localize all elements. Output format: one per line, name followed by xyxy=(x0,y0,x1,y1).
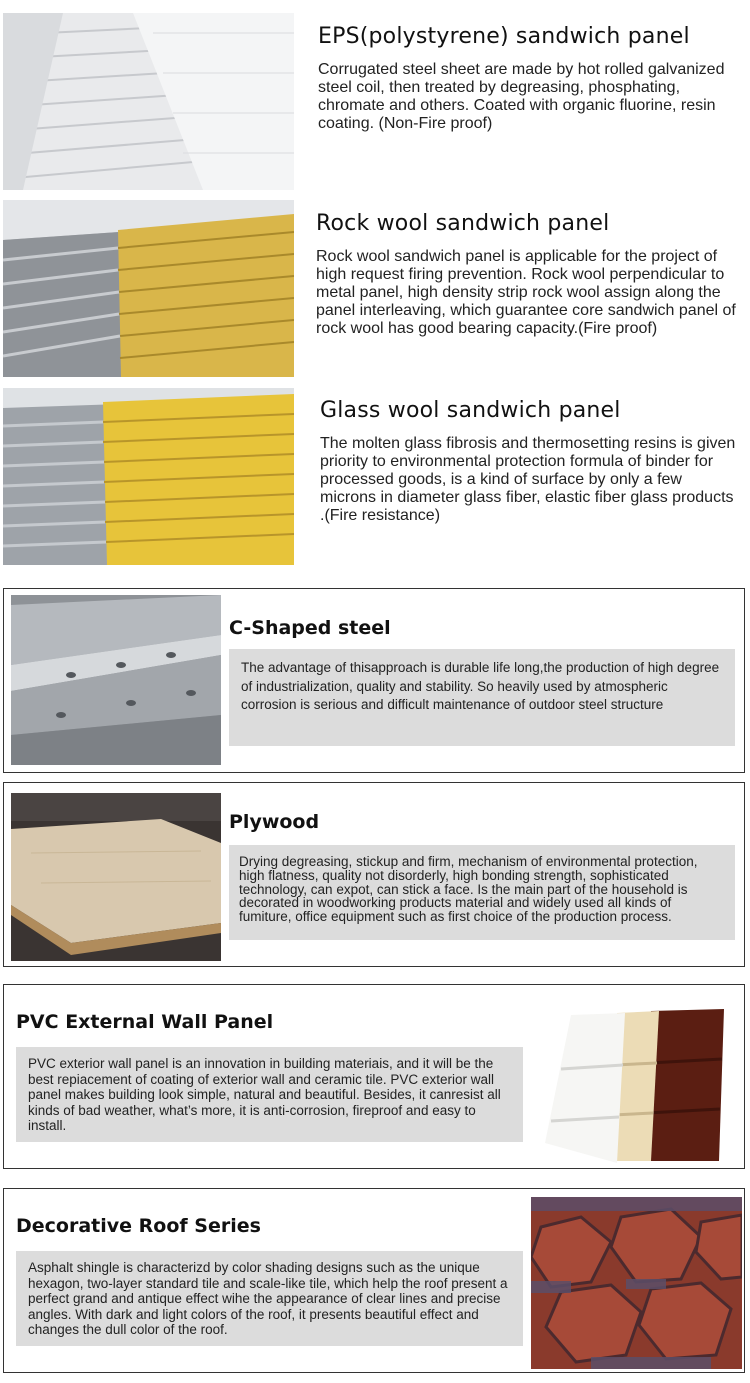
plywood-image xyxy=(11,793,221,961)
product-box-plywood xyxy=(3,782,745,967)
product-title: PVC External Wall Panel xyxy=(16,1011,274,1033)
product-description: Asphalt shingle is characterizd by color shading designs such as the unique hexagon, two-layer standard tile and scale-like tile, which help the roof present a perfect grand and antique effect wihe the appearance of clear lines and precise angles. With dark and light colors of the roof, it presents beautiful effect and changes the dull color of the roof. xyxy=(16,1251,523,1346)
section-title: EPS(polystyrene) sandwich panel xyxy=(318,24,690,49)
section-description: Rock wool sandwich panel is applicable for the project of high request firing prevention. Rock wool perpendicular to metal panel, high density strip rock wool assign along the panel interleaving, which guarantee core sandwich panel of rock wool has good bearing capacity.(Fire proof) xyxy=(316,248,736,337)
section-title: Rock wool sandwich panel xyxy=(316,211,610,236)
section-title: Glass wool sandwich panel xyxy=(320,398,621,423)
product-description: The advantage of thisapproach is durable life long,the production of high degree of industrialization, quality and stability. So heavily used by atmospheric corrosion is serious and difficult maintenance of outdoor steel structure xyxy=(229,649,735,746)
product-description: Drying degreasing, stickup and firm, mechanism of environmental protection, high flatness, quality not disorderly, high bonding strength, sophisticated technology, can expot, can stick a face. Is the main part of the household is decorated in woodworking products material and widely used all kinds of fumiture, office equipment such as first choice of the production process. xyxy=(229,845,735,940)
product-box-pvc-wall-panel xyxy=(3,984,745,1169)
eps-panel-image xyxy=(3,13,294,190)
product-description: PVC exterior wall panel is an innovation in building materiais, and it will be the best repiacement of coating of exterior wall and ceramic tile. PVC exterior wall panel makes building look simple, natural and beautiful. Besides, it canresist all kinds of bad weather, what’s more, it is anti-corrosion, fireproof and easy to install. xyxy=(16,1047,523,1142)
section-description: The molten glass fibrosis and thermosetting resins is given priority to environmental protection formula of binder for processed goods, is a kind of surface by only a few microns in diameter glass fiber, elastic fiber glass products .(Fire resistance) xyxy=(320,435,736,524)
section-description: Corrugated steel sheet are made by hot rolled galvanized steel coil, then treated by degreasing, phosphating, chromate and others. Coated with organic fluorine, resin coating. (Non-Fire proof) xyxy=(318,61,725,132)
glass-wool-panel-image xyxy=(3,388,294,565)
product-box-c-shaped-steel xyxy=(3,588,745,773)
product-box-decorative-roof xyxy=(3,1188,745,1373)
rock-wool-panel-image xyxy=(3,200,294,377)
roof-shingle-image xyxy=(531,1197,742,1369)
product-title: Decorative Roof Series xyxy=(16,1215,261,1237)
pvc-panel-image xyxy=(539,1003,724,1163)
product-title: C-Shaped steel xyxy=(229,617,391,639)
c-shaped-steel-image xyxy=(11,595,221,765)
product-title: Plywood xyxy=(229,811,320,833)
